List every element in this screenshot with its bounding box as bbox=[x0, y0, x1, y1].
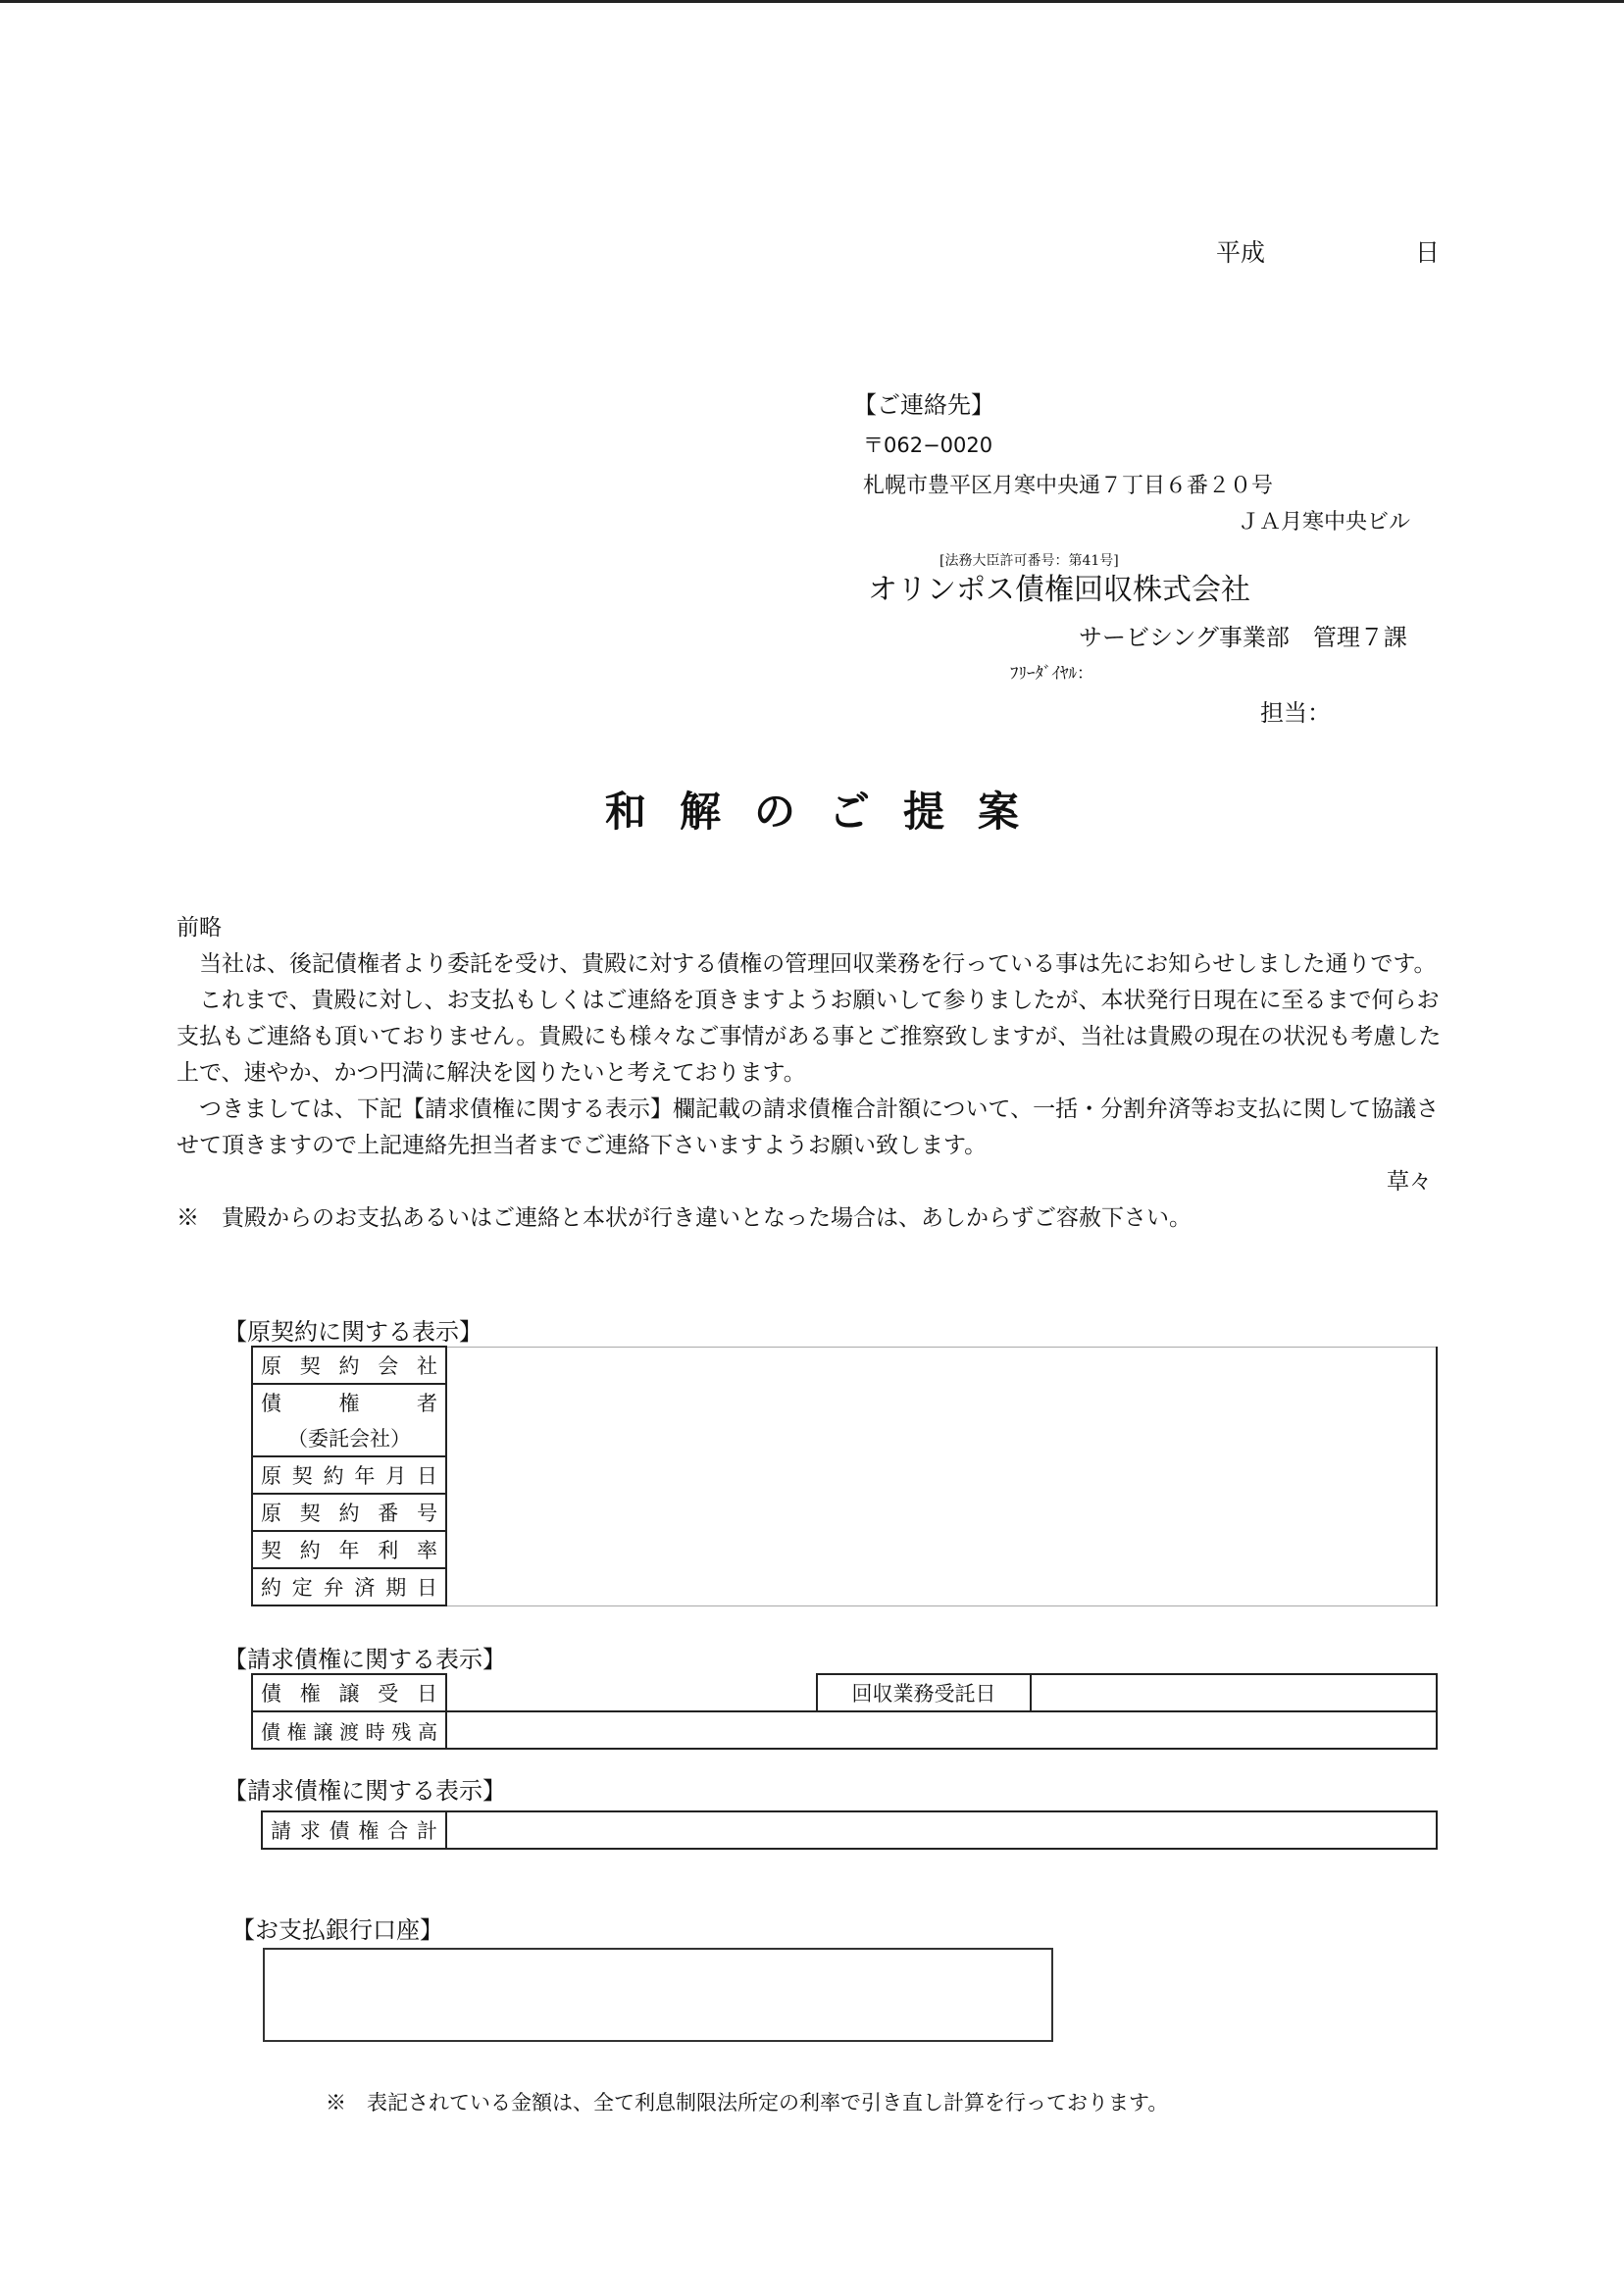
row-label: 債権譲渡時残高 bbox=[252, 1711, 446, 1749]
paragraph-2: これまで、貴殿に対し、お支払もしくはご連絡を頂きますようお願いして参りましたが、本状発行日現在に至るまで何らお支払もご連絡も頂いておりません。貴殿にも様々なご事情がある事とご推察致しますが、当社は貴殿の現在の状況も考慮した上で、速やか、かつ円満に解決を図りたいと考えております。 bbox=[177, 988, 1442, 1086]
section-claim-total-label: 【請求債権に関する表示】 bbox=[224, 1777, 506, 1805]
table-row bbox=[252, 1711, 1437, 1749]
row-label: 債権譲受日 bbox=[252, 1674, 446, 1711]
row-label: 原契約会社 bbox=[252, 1347, 446, 1384]
contact-license: [法務大臣許可番号：第41号] bbox=[939, 553, 1119, 569]
row-label: 約定弁済期日 bbox=[252, 1568, 446, 1605]
section-bank-account-label: 【お支払銀行口座】 bbox=[231, 1916, 443, 1944]
value-cell bbox=[446, 1711, 1437, 1749]
row-label: 請求債権合計 bbox=[262, 1811, 446, 1849]
date-day: 日 bbox=[1415, 238, 1441, 267]
table-row bbox=[262, 1811, 1437, 1849]
document-title: 和解のご提案 bbox=[604, 788, 1052, 836]
apology-note: ※ 貴殿からのお支払あるいはご連絡と本状が行き違いとなった場合は、あしからずご容赦下さい。 bbox=[177, 1205, 1192, 1231]
contact-postal: 〒062−0020 bbox=[863, 433, 993, 457]
person-in-charge-label: 担当： bbox=[1260, 699, 1331, 727]
paragraph-1: 当社は、後記債権者より委託を受け、貴殿に対する債権の管理回収業務を行っている事は先にお知らせしました通りです。 bbox=[199, 951, 1437, 977]
row-label: （委託会社） bbox=[252, 1420, 446, 1456]
contact-heading: 【ご連絡先】 bbox=[853, 391, 994, 419]
page-top-border bbox=[0, 0, 1624, 3]
paragraph-3: つきましては、下記【請求債権に関する表示】欄記載の請求債権合計額について、一括・分割弁済等お支払に関して協議させて頂きますので上記連絡先担当者までご連絡下さいますようお願い致します。 bbox=[177, 1096, 1440, 1158]
row-label: 回収業務受託日 bbox=[817, 1674, 1031, 1711]
row-label: 原契約年月日 bbox=[252, 1456, 446, 1494]
value-cell bbox=[446, 1347, 1437, 1605]
claim-total-table bbox=[261, 1810, 1438, 1850]
value-cell bbox=[446, 1811, 1437, 1849]
section-original-contract-label: 【原契約に関する表示】 bbox=[224, 1318, 482, 1346]
original-contract-table bbox=[251, 1346, 1438, 1606]
claim-table bbox=[251, 1673, 1438, 1750]
closing: 草々 bbox=[1387, 1169, 1432, 1195]
value-cell bbox=[446, 1674, 817, 1711]
table-row bbox=[252, 1347, 1437, 1384]
row-label: 債権者 bbox=[252, 1384, 446, 1420]
date-era: 平成 bbox=[1216, 238, 1266, 267]
footer-note: ※ 表記されている金額は、全て利息制限法所定の利率で引き直し計算を行っております。 bbox=[326, 2091, 1169, 2115]
freedial-label: ﾌﾘｰﾀﾞｲﾔﾙ： bbox=[1010, 664, 1093, 684]
value-cell bbox=[1031, 1674, 1437, 1711]
letter-body bbox=[177, 910, 1451, 1237]
section-claim-label: 【請求債権に関する表示】 bbox=[224, 1646, 506, 1673]
contact-building: ＪＡ月寒中央ビル bbox=[1238, 510, 1411, 535]
contact-address: 札幌市豊平区月寒中央通７丁目６番２０号 bbox=[863, 474, 1274, 498]
contact-department: サービシング事業部 管理７課 bbox=[1079, 624, 1407, 651]
greeting: 前略 bbox=[177, 915, 222, 941]
bank-account-box bbox=[263, 1948, 1053, 2042]
row-label: 原契約番号 bbox=[252, 1494, 446, 1531]
row-label: 契約年利率 bbox=[252, 1531, 446, 1568]
table-row bbox=[252, 1674, 1437, 1711]
company-name: オリンポス債権回収株式会社 bbox=[868, 573, 1250, 607]
